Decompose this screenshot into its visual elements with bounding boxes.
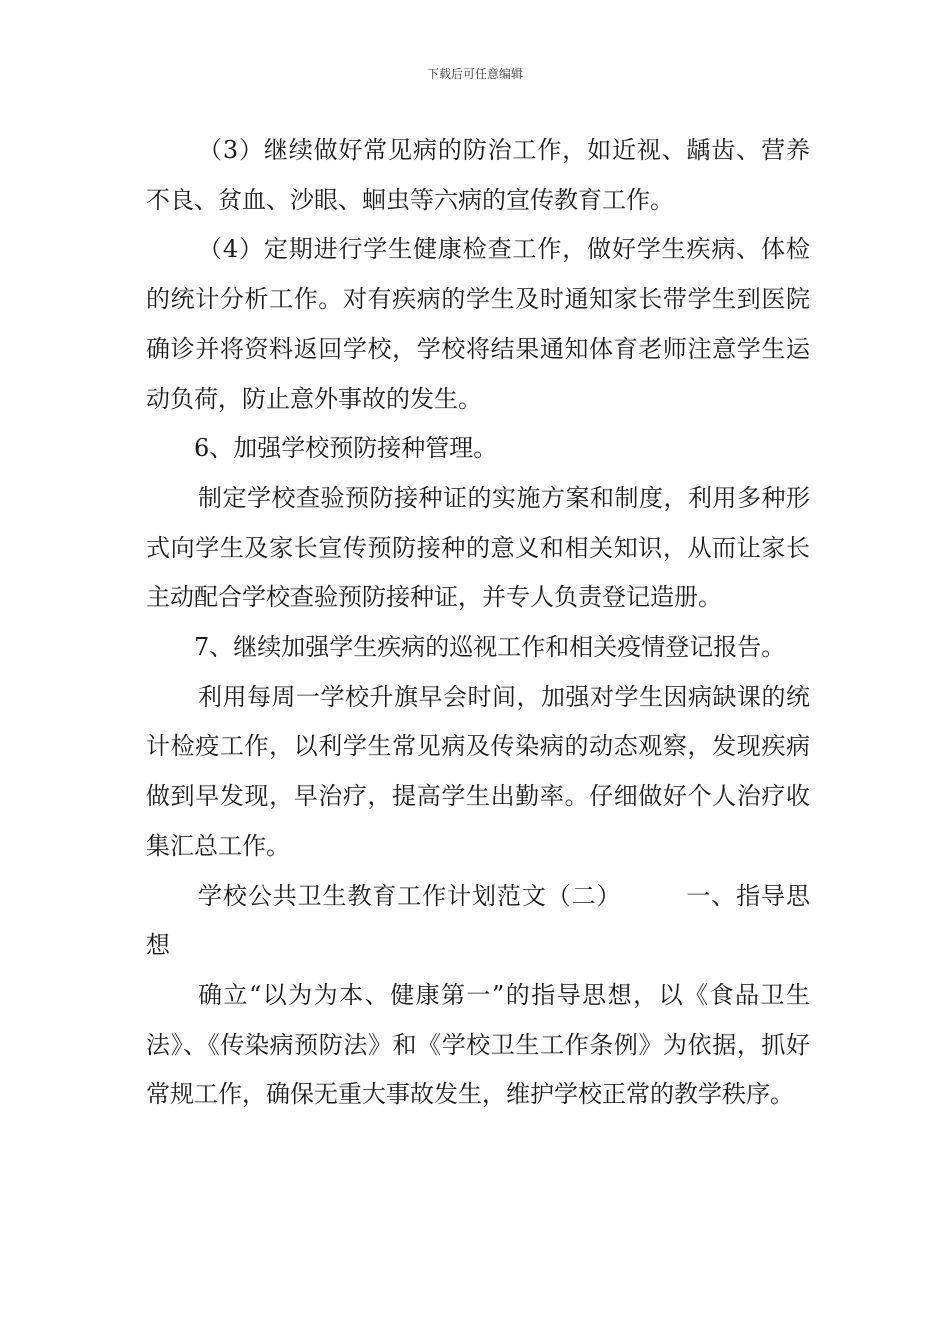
paragraph-health-check: （4）定期进行学生健康检查工作，做好学生疾病、体检的统计分析工作。对有疾病的学生及时通知家长带学生到医院确诊并将资料返回学校，学校将结果通知体育老师注意学生运动负荷，防止意外事故的发生。: [146, 235, 810, 413]
document-body: [146, 126, 810, 1120]
plan-title: 学校公共卫生教育工作计划范文（二）: [198, 881, 622, 910]
section-heading-guiding-ideology: 一、指导思想: [146, 881, 811, 960]
header-text: 下载后可任意编辑: [426, 67, 523, 81]
paragraph-disease-patrol: 利用每周一学校升旗早会时间，加强对学生因病缺课的统计检疫工作，以利学生常见病及传染病的动态观察，发现疾病做到早发现，早治疗，提高学生出勤率。仔细做好个人治疗收集汇总工作。: [146, 682, 810, 860]
paragraph-guiding-ideology: 确立“以为为本、健康第一”的指导思想，以《食品卫生法》、《传染病预防法》和《学校卫生工作条例》为依据，抓好常规工作，确保无重大事故发生，维护学校正常的教学秩序。: [146, 980, 810, 1109]
paragraph-plan-title: [146, 872, 810, 971]
page-header: [0, 66, 950, 82]
paragraph-vaccination: 制定学校查验预防接种证的实施方案和制度，利用多种形式向学生及家长宣传预防接种的意义和相关知识，从而让家长主动配合学校查验预防接种证，并专人负责登记造册。: [146, 483, 810, 612]
paragraph-common-disease: （3）继续做好常见病的防治工作，如近视、龋齿、营养不良、贫血、沙眼、蛔虫等六病的宣传教育工作。: [146, 136, 810, 214]
section-heading-disease-patrol: 7、继续加强学生疾病的巡视工作和相关疫情登记报告。: [194, 633, 786, 662]
section-heading-vaccination: 6、加强学校预防接种管理。: [194, 434, 498, 463]
